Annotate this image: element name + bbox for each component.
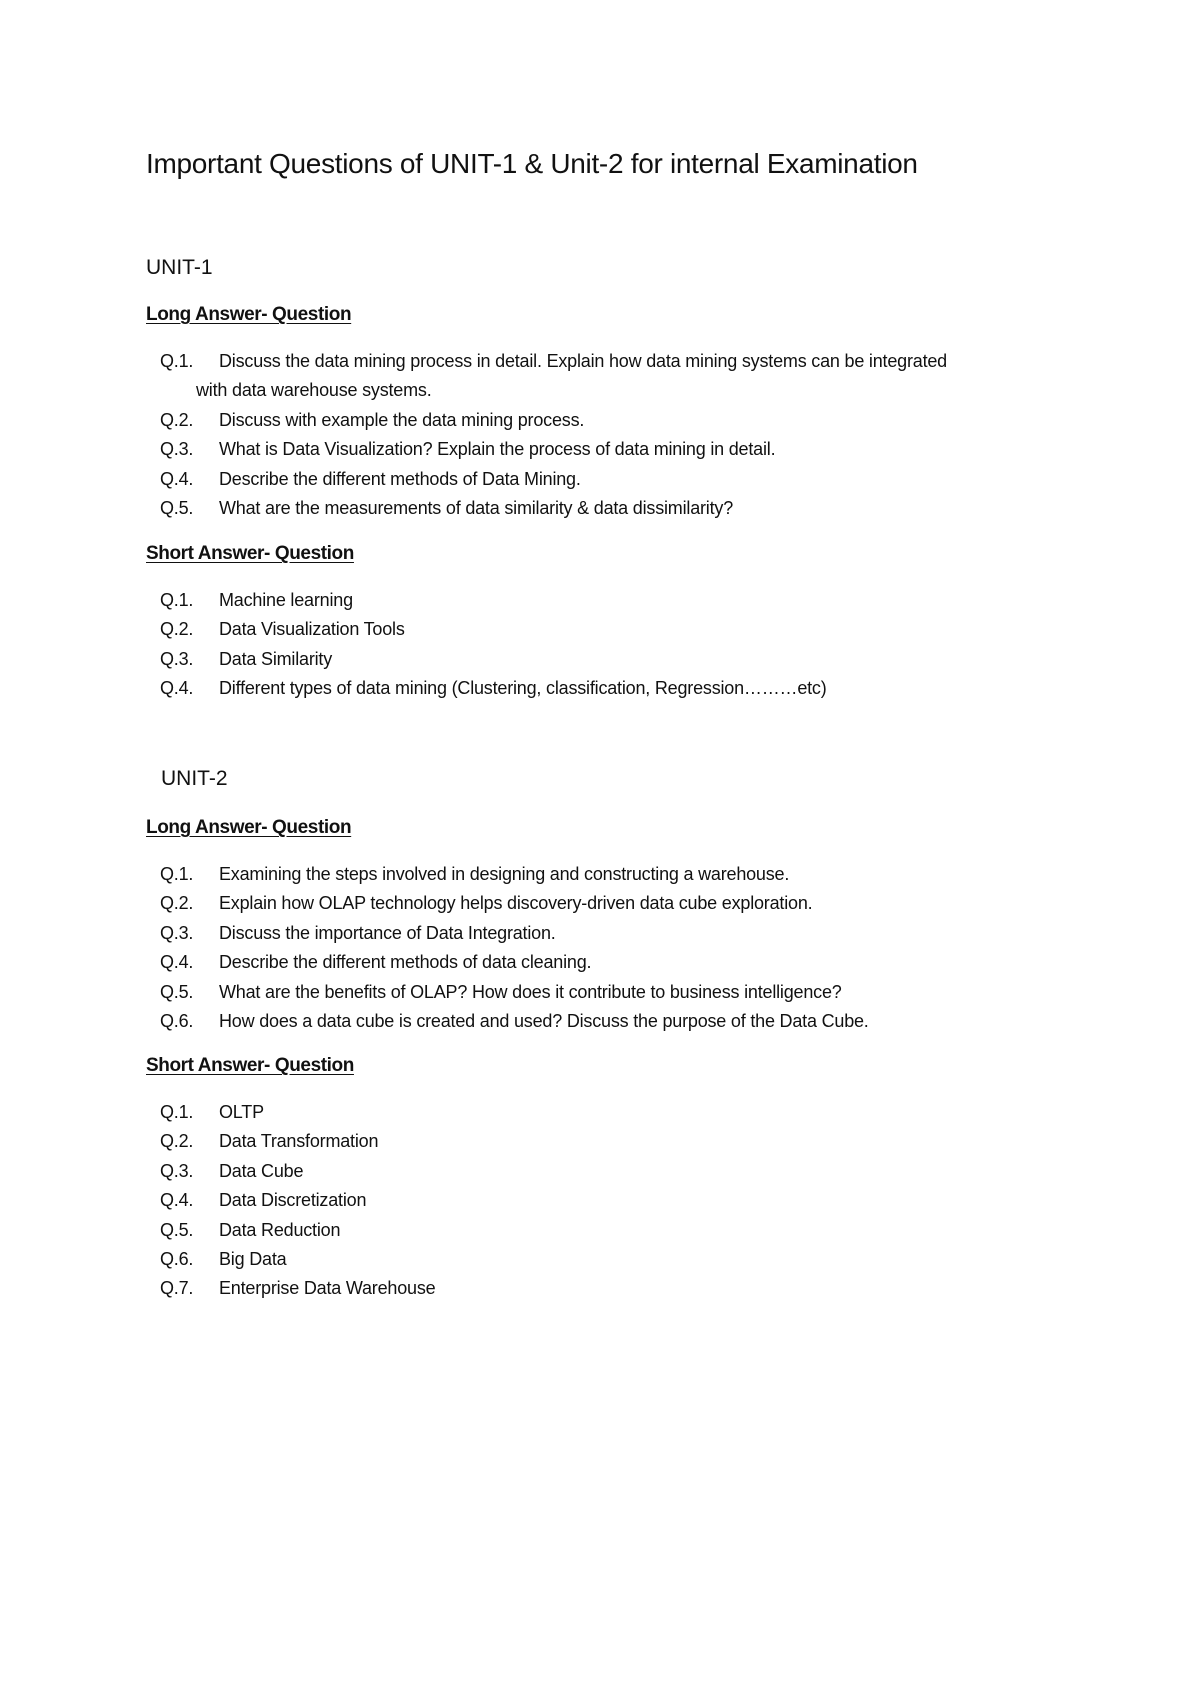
question-text: Big Data (219, 1249, 287, 1270)
question-number: Q.3. (160, 922, 194, 943)
question-text: Explain how OLAP technology helps discovery-driven data cube exploration. (219, 893, 813, 914)
question-text: Data Reduction (219, 1219, 341, 1240)
question-number: Q.4. (160, 952, 194, 973)
document-title: Important Questions of UNIT-1 & Unit-2 for internal Examination (146, 148, 918, 179)
question-text: Discuss the importance of Data Integration. (219, 922, 556, 943)
unit-2-long-question-list (160, 860, 1080, 1036)
question-text: What is Data Visualization? Explain the process of data mining in detail. (219, 439, 776, 460)
question-text: Data Cube (219, 1160, 304, 1181)
list-item (160, 465, 1080, 494)
question-text-line: Discuss the data mining process in detail. Explain how data mining systems can be integrated (219, 351, 947, 371)
list-item (160, 435, 1080, 464)
list-item (160, 1007, 1080, 1036)
unit-2-long-answer-heading: Long Answer- Question (146, 817, 352, 838)
list-item (160, 889, 1080, 918)
question-text (196, 347, 1059, 406)
list-item (160, 948, 1080, 977)
unit-2-short-answer-heading: Short Answer- Question (146, 1055, 354, 1076)
question-text: Examining the steps involved in designing and constructing a warehouse. (219, 864, 790, 884)
question-text: Data Similarity (219, 648, 333, 669)
list-item (160, 615, 1080, 644)
list-item (160, 1186, 1080, 1215)
list-item (160, 674, 1080, 703)
question-number: Q.5. (160, 1219, 194, 1240)
question-number: Q.4. (160, 468, 194, 489)
question-text: Different types of data mining (Clustering, classification, Regression………etc) (219, 678, 827, 699)
question-number: Q.3. (160, 439, 194, 460)
question-number: Q.7. (160, 1278, 194, 1299)
list-item (160, 919, 1080, 948)
list-item (160, 1216, 1080, 1245)
unit-1-long-question-list (160, 347, 1080, 523)
question-text: Discuss with example the data mining process. (219, 409, 585, 430)
list-item (160, 1098, 1080, 1127)
list-item (160, 494, 1080, 523)
question-number: Q.2. (160, 409, 194, 430)
question-number: Q.4. (160, 678, 194, 699)
question-number: Q.6. (160, 1011, 194, 1032)
question-text: Data Transformation (219, 1131, 379, 1152)
question-number: Q.3. (160, 648, 194, 669)
question-number: Q.3. (160, 1160, 194, 1181)
list-item (160, 860, 1080, 889)
question-number: Q.4. (160, 1190, 194, 1211)
question-number: Q.1. (160, 351, 194, 371)
question-text: Data Discretization (219, 1190, 367, 1211)
question-number: Q.2. (160, 619, 194, 640)
question-number: Q.5. (160, 498, 194, 519)
unit-2-short-question-list (160, 1098, 1080, 1304)
question-number: Q.1. (160, 864, 194, 884)
list-item (160, 586, 1080, 615)
list-item (160, 1157, 1080, 1186)
question-text: Data Visualization Tools (219, 619, 405, 640)
question-number: Q.1. (160, 590, 194, 610)
list-item (160, 406, 1080, 435)
list-item (160, 1127, 1080, 1156)
question-text: How does a data cube is created and used? Discuss the purpose of the Data Cube. (219, 1011, 869, 1032)
question-text: What are the measurements of data similarity & data dissimilarity? (219, 498, 734, 519)
list-item (160, 978, 1080, 1007)
unit-1-short-question-list (160, 586, 1080, 704)
list-item (160, 347, 1080, 406)
list-item (160, 1274, 1080, 1303)
question-text-continuation: with data warehouse systems. (196, 380, 432, 401)
question-number: Q.2. (160, 1131, 194, 1152)
question-text: Machine learning (219, 590, 353, 610)
question-text: Enterprise Data Warehouse (219, 1278, 436, 1299)
question-number: Q.5. (160, 981, 194, 1002)
unit-1-short-answer-heading: Short Answer- Question (146, 543, 354, 564)
list-item (160, 645, 1080, 674)
question-text: Describe the different methods of data cleaning. (219, 952, 592, 973)
question-text: OLTP (219, 1102, 264, 1122)
unit-1-heading: UNIT-1 (146, 256, 213, 279)
question-text: What are the benefits of OLAP? How does it contribute to business intelligence? (219, 981, 842, 1002)
unit-2-heading: UNIT-2 (161, 767, 228, 790)
list-item (160, 1245, 1080, 1274)
unit-1-long-answer-heading: Long Answer- Question (146, 304, 352, 325)
question-number: Q.2. (160, 893, 194, 914)
question-number: Q.6. (160, 1249, 194, 1270)
question-text: Describe the different methods of Data Mining. (219, 468, 581, 489)
question-number: Q.1. (160, 1102, 194, 1122)
